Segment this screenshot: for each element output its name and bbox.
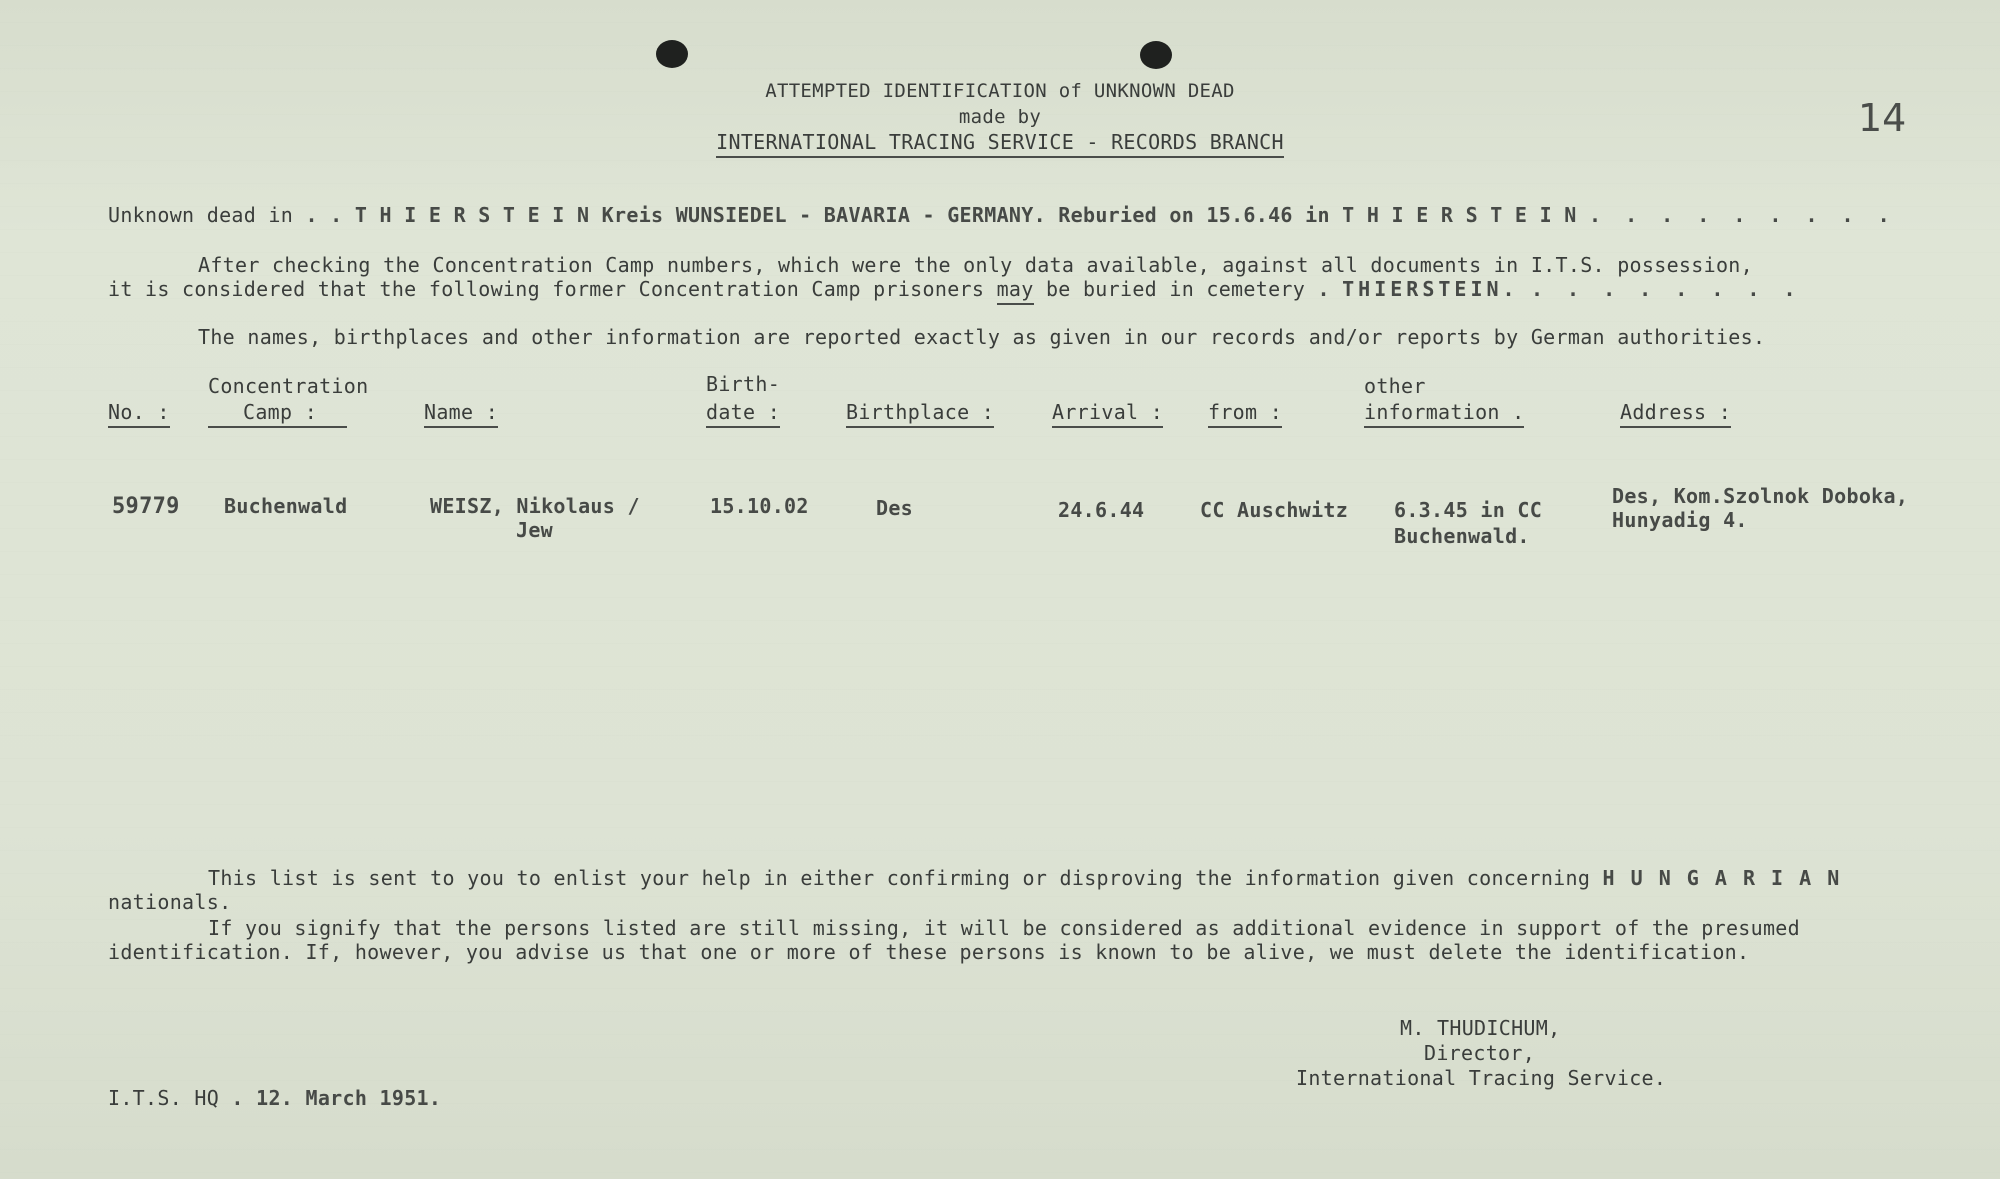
header-camp-top: Concentration bbox=[208, 374, 369, 398]
page-number: 14 bbox=[1858, 96, 1907, 140]
closing-line1 bbox=[208, 866, 1841, 890]
header-other: information . bbox=[1364, 400, 1524, 424]
unknown-dead-label: Unknown dead in bbox=[108, 203, 294, 227]
header-from: from : bbox=[1208, 400, 1282, 424]
cemetery-name: THIERSTEIN. bbox=[1342, 277, 1519, 301]
closing-line2: nationals. bbox=[108, 890, 232, 914]
header-birthdate: date : bbox=[706, 400, 780, 424]
signature-name: M. THUDICHUM, bbox=[1400, 1016, 1561, 1040]
location-place: T H I E R S T E I N bbox=[354, 203, 590, 227]
row-from: CC Auschwitz bbox=[1200, 498, 1349, 522]
signature-title: Director, bbox=[1424, 1041, 1536, 1065]
records-note: The names, birthplaces and other information are reported exactly as given in our records and/or reports by German authorities. bbox=[198, 325, 1766, 349]
header-other-top: other bbox=[1364, 374, 1426, 398]
row-arrival: 24.6.44 bbox=[1058, 498, 1145, 522]
header-camp: Camp : bbox=[208, 400, 347, 424]
paragraph-checking-line2: it is considered that the following former Concentration Camp prisoners may be buried in cemetery . THIERSTEIN. . . . . . . . . bbox=[108, 277, 1802, 301]
row-address-line1: Des, Kom.Szolnok Doboka, bbox=[1612, 484, 1909, 508]
nationality: H U N G A R I A N bbox=[1602, 866, 1842, 890]
paragraph-checking-line2a: it is considered that the following former Concentration Camp prisoners bbox=[108, 277, 985, 301]
header-birthplace: Birthplace : bbox=[846, 400, 994, 424]
closing-line1-text: This list is sent to you to enlist your help in either confirming or disproving the information given concerning bbox=[208, 866, 1591, 890]
closing-line4: identification. If, however, you advise us that one or more of these persons is known to be alive, we must delete the identification. bbox=[108, 940, 1750, 964]
document-title: ATTEMPTED IDENTIFICATION of UNKNOWN DEAD bbox=[765, 80, 1235, 102]
punch-hole-left bbox=[656, 40, 688, 68]
row-name-line2: Jew bbox=[516, 518, 554, 542]
made-by-label: made by bbox=[958, 106, 1042, 128]
branch-title-text: INTERNATIONAL TRACING SERVICE - RECORDS BRANCH bbox=[716, 130, 1284, 158]
row-name-line1: WEISZ, Nikolaus / bbox=[430, 494, 640, 518]
location-region: Kreis WUNSIEDEL - BAVARIA - GERMANY. bbox=[601, 203, 1046, 227]
row-no: 59779 bbox=[112, 494, 180, 519]
paragraph-checking-line1: After checking the Concentration Camp numbers, which were the only data available, against all documents in I.T.S. possession, bbox=[198, 253, 1753, 277]
reburied-text: Reburied on 15.6.46 in bbox=[1058, 203, 1330, 227]
row-camp: Buchenwald bbox=[224, 494, 348, 518]
header-name: Name : bbox=[424, 400, 498, 424]
may-word: may bbox=[997, 277, 1034, 305]
header-address: Address : bbox=[1620, 400, 1731, 424]
location-line: Unknown dead in . . T H I E R S T E I N Kreis WUNSIEDEL - BAVARIA - GERMANY. Reburied on 15.6.46 in T H I E R S T E I N . . . . . . . . . bbox=[108, 203, 1896, 227]
row-other-line2: Buchenwald. bbox=[1394, 524, 1530, 548]
row-address-line2: Hunyadig 4. bbox=[1612, 508, 1748, 532]
branch-title bbox=[0, 130, 2000, 154]
row-birthplace: Des bbox=[876, 496, 914, 520]
footer-date: 12. March 1951. bbox=[256, 1086, 442, 1110]
closing-line3: If you signify that the persons listed are still missing, it will be considered as additional evidence in support of the presumed bbox=[208, 916, 1800, 940]
signature-organization: International Tracing Service. bbox=[1296, 1066, 1667, 1090]
footer-hq-label: I.T.S. HQ bbox=[108, 1086, 220, 1110]
punch-hole-right bbox=[1140, 41, 1172, 69]
header-arrival: Arrival : bbox=[1052, 400, 1163, 424]
footer-hq: I.T.S. HQ . 12. March 1951. bbox=[108, 1086, 442, 1110]
reburied-place: T H I E R S T E I N bbox=[1342, 203, 1577, 227]
paragraph-checking-line2b: be buried in cemetery bbox=[1045, 277, 1306, 301]
row-other-line1: 6.3.45 in CC bbox=[1394, 498, 1543, 522]
header-birthdate-top: Birth- bbox=[706, 372, 781, 396]
header-no: No. : bbox=[108, 400, 170, 424]
row-birthdate: 15.10.02 bbox=[710, 494, 809, 518]
